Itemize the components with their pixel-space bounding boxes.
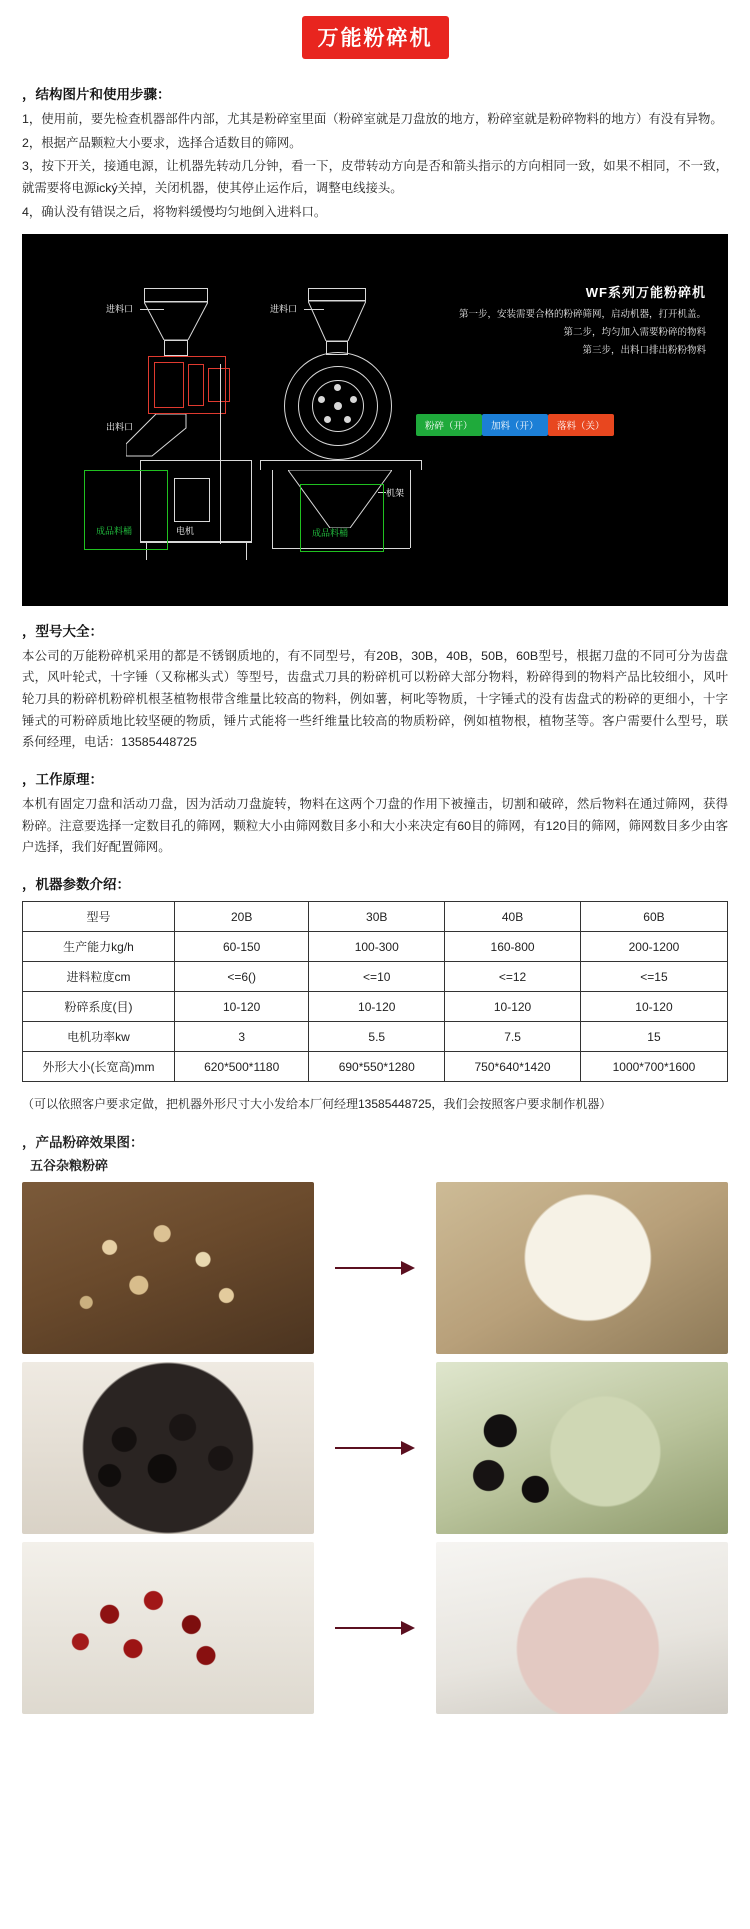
cell: <=6() xyxy=(175,962,309,992)
cell: 3 xyxy=(175,1022,309,1052)
effect-row-oats xyxy=(22,1182,728,1354)
table-row xyxy=(23,1022,728,1052)
effects-heading: ，产品粉碎效果图： xyxy=(22,1134,144,1150)
label-bin-left: 成品料桶 xyxy=(96,525,133,536)
cell: 7.5 xyxy=(445,1022,581,1052)
leg-right-b xyxy=(410,470,411,548)
row-label: 粉碎系度(目) xyxy=(23,992,175,1022)
label-outlet-left: 出料口 xyxy=(106,421,134,432)
cell: 60-150 xyxy=(175,932,309,962)
principle-heading: ，工作原理： xyxy=(22,772,103,788)
photo-before-red-beans xyxy=(22,1542,314,1714)
effect-row-redbean xyxy=(22,1542,728,1714)
platform-edge-a xyxy=(260,460,261,470)
col-header: 20B xyxy=(175,902,309,932)
grinder-hole xyxy=(318,396,325,403)
cell: 160-800 xyxy=(445,932,581,962)
label-bin-right: 成品料桶 xyxy=(312,527,349,538)
table-row xyxy=(23,992,728,1022)
step-item: 1，使用前，要先检查机器部件内部，尤其是粉碎室里面（粉碎室就是刀盘放的地方，粉碎室就是粉碎物料的地方）有没有异物。 xyxy=(22,112,723,126)
cell: 1000*700*1600 xyxy=(580,1052,727,1082)
cell: 100-300 xyxy=(309,932,445,962)
platform-edge-b xyxy=(421,460,422,470)
effect-row-blackbean xyxy=(22,1362,728,1534)
cell: 620*500*1180 xyxy=(175,1052,309,1082)
col-header: 30B xyxy=(309,902,445,932)
row-label: 电机功率kw xyxy=(23,1022,175,1052)
photo-after-red-bean-flour xyxy=(436,1542,728,1714)
grinder-hole xyxy=(334,384,341,391)
cell: <=15 xyxy=(580,962,727,992)
col-header: 60B xyxy=(580,902,727,932)
collect-bin-left xyxy=(84,470,168,550)
cell: 10-120 xyxy=(580,992,727,1022)
row-label: 生产能力kg/h xyxy=(23,932,175,962)
chip-grind[interactable]: 粉碎（开） xyxy=(416,414,482,436)
leg-left-b xyxy=(246,542,247,560)
page-title: 万能粉碎机 xyxy=(302,16,449,59)
grinder-hole xyxy=(344,416,351,423)
params-heading: ，机器参数介绍： xyxy=(22,877,130,893)
cell: 750*640*1420 xyxy=(445,1052,581,1082)
row-label: 外形大小(长宽高)mm xyxy=(23,1052,175,1082)
platform-right xyxy=(260,460,422,461)
custom-order-note: （可以依照客户要求定做，把机器外形尺寸大小发给本厂何经理13585448725，我们会按照客户要求制作机器） xyxy=(22,1097,612,1112)
principle-section xyxy=(0,768,750,859)
cell: 10-120 xyxy=(175,992,309,1022)
diagram-step: 第一步，安装需要合格的粉碎筛网，启动机器，打开机盖。 xyxy=(458,308,706,320)
photo-before-oats xyxy=(22,1182,314,1354)
arrow-icon xyxy=(329,1618,421,1638)
belt-housing-left xyxy=(208,368,230,402)
cell: <=12 xyxy=(445,962,581,992)
step-item: 2，根据产品颗粒大小要求，选择合适数目的筛网。 xyxy=(22,135,302,150)
arrow-icon xyxy=(329,1258,421,1278)
hopper-body-right xyxy=(308,301,366,341)
cell: 10-120 xyxy=(309,992,445,1022)
label-frame: 机架 xyxy=(386,487,405,498)
leg-right-a xyxy=(272,470,273,548)
params-section xyxy=(0,873,750,893)
label-inlet-right: 进料口 xyxy=(270,303,298,314)
hopper-neck-left xyxy=(164,340,188,356)
chamber-inner-left xyxy=(154,362,184,408)
effects-subheading: 五谷杂粮粉碎 xyxy=(30,1157,109,1173)
hopper-top-right xyxy=(308,288,366,301)
page-title-banner xyxy=(0,0,750,69)
cell: 5.5 xyxy=(309,1022,445,1052)
collect-bin-right xyxy=(300,484,384,552)
arrow-icon xyxy=(329,1438,421,1458)
models-section xyxy=(0,620,750,755)
grinder-hole xyxy=(350,396,357,403)
grinder-center xyxy=(334,402,342,410)
cell: 200-1200 xyxy=(580,932,727,962)
models-body: 本公司的万能粉碎机采用的都是不锈钢质地的，有不同型号，有20B，30B，40B，50B，60B型号，根据刀盘的不同可分为齿盘式，风叶轮式，十字锤（又称郴头式）等型号，齿盘式刀具的粉碎机可以粉碎大部分物料，粉碎得到的物料产品比较细小，风叶轮刀具的粉碎机粉碎机根茎植物根带含维量比较高的物料，例如薯，柯叱等物质，十字锤式的没有齿盘式的粉碎的更细小，十字锤式的可粉碎质地比较坚硬的物质，锤片式能将一些纤维量比较高的物质粉碎，例如植物根，植物茎等。客户需要什么型号，联系何经理，电话：13585448725 xyxy=(22,648,728,750)
cell: 690*550*1280 xyxy=(309,1052,445,1082)
step-item: 4，确认没有错误之后，将物料缓慢均匀地倒入进料口。 xyxy=(22,204,327,219)
steps-section xyxy=(0,83,750,224)
cell: 10-120 xyxy=(445,992,581,1022)
chip-feed[interactable]: 加料（开） xyxy=(482,414,548,436)
grinder-hole xyxy=(324,416,331,423)
diagram-title: WF系列万能粉碎机 xyxy=(585,284,706,300)
cell: <=10 xyxy=(309,962,445,992)
table-header-row xyxy=(23,902,728,932)
label-motor: 电机 xyxy=(176,525,195,536)
table-row xyxy=(23,962,728,992)
table-row xyxy=(23,932,728,962)
row-label: 进料粒度cm xyxy=(23,962,175,992)
photo-before-black-beans xyxy=(22,1362,314,1534)
cell: 15 xyxy=(580,1022,727,1052)
photo-after-black-bean-flour xyxy=(436,1362,728,1534)
label-inlet-left: 进料口 xyxy=(106,303,134,314)
diagram-step: 第二步，均匀加入需要粉碎的物料 xyxy=(563,326,706,338)
effects-section xyxy=(0,1131,750,1174)
step-item: 3，按下开关，接通电源，让机器先转动几分钟，看一下，皮带转动方向是否和箭头指示的方向相同一致，如果不相同，不一致，就需要将电源ický关掉，关闭机器，使其停止运作后，调整电线接头。 xyxy=(22,159,728,196)
diagram-step: 第三步，出料口排出粉粉物料 xyxy=(582,344,706,356)
col-header: 40B xyxy=(445,902,581,932)
hopper-top-left xyxy=(144,288,208,302)
motor-box-left xyxy=(174,478,210,522)
table-row xyxy=(23,1052,728,1082)
models-heading: ，型号大全： xyxy=(22,623,103,639)
machine-diagram xyxy=(22,234,728,606)
steps-list xyxy=(22,109,728,224)
outlet-chute-left xyxy=(126,414,196,460)
col-header: 型号 xyxy=(23,902,175,932)
chip-drop[interactable]: 落料（关） xyxy=(548,414,614,436)
drive-shaft-left xyxy=(220,364,221,544)
spec-table xyxy=(22,901,728,1082)
photo-after-oat-flour xyxy=(436,1182,728,1354)
principle-body: 本机有固定刀盘和活动刀盘，因为活动刀盘旋转，物料在这两个刀盘的作用下被撞击，切割和破碎，然后物料在通过筛网，获得粉碎。注意要选择一定数目孔的筛网，颗粒大小由筛网数目多小和大小来决定有60目的筛网，有120目的筛网，筛网数目多少由客户选择，我们好配置筛网。 xyxy=(22,797,728,855)
rotor-left xyxy=(188,364,204,406)
steps-heading: ，结构图片和使用步骤： xyxy=(22,87,171,102)
